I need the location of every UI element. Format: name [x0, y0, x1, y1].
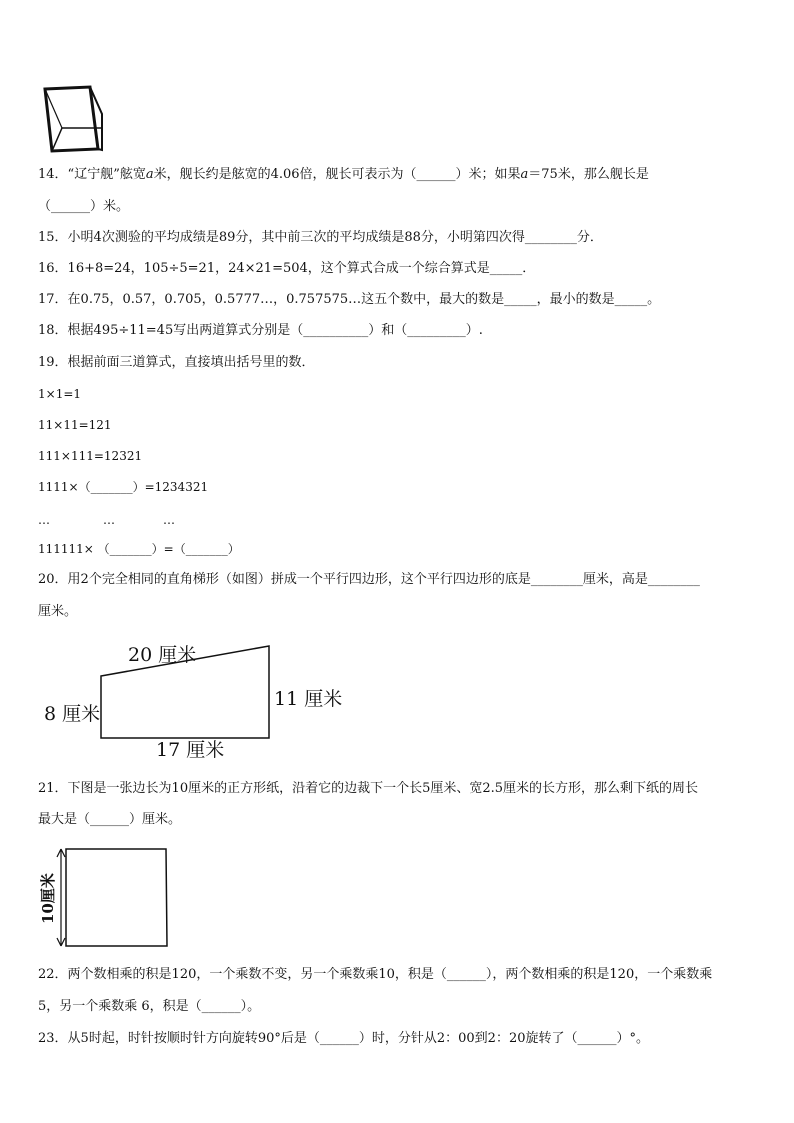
label-top: 20 厘米 — [128, 644, 197, 666]
trapezoid-figure — [36, 636, 356, 764]
side-label: 10厘米 — [39, 873, 57, 924]
square-shape — [66, 849, 167, 946]
question-18: 18．根据495÷11=45写出两道算式分别是（__________）和（_________）. — [38, 323, 483, 338]
question-17: 17．在0.75，0.57，0.705，0.5777…，0.757575…这五个数中，最大的数是_____，最小的数是_____。 — [38, 292, 661, 307]
equation-1: 1×1=1 — [38, 387, 82, 401]
equation-4: 1111×（_______）=1234321 — [38, 480, 209, 494]
question-14-line-2: （______）米。 — [38, 199, 130, 214]
equation-2: 11×11=121 — [38, 418, 112, 432]
equation-3: 111×111=12321 — [38, 449, 143, 463]
question-23: 23．从5时起，时针按顺时针方向旋转90°后是（______）时，分针从2：00到2：20旋转了（______）°。 — [38, 1031, 649, 1046]
question-16: 16．16+8=24，105÷5=21，24×21=504，这个算式合成一个综合算式是_____． — [38, 261, 536, 276]
label-bottom: 17 厘米 — [156, 739, 225, 761]
ellipsis-3: … — [163, 513, 175, 527]
ellipsis-1: … — [38, 513, 50, 527]
question-22-line-2: 5，另一个乘数乘 6，积是（______）。 — [38, 999, 261, 1014]
equation-5: 111111× （_______）=（_______） — [38, 542, 240, 556]
question-20-line-2: 厘米。 — [38, 604, 78, 619]
question-19-stem: 19．根据前面三道算式，直接填出括号里的数． — [38, 355, 315, 370]
question-22-line-1: 22．两个数相乘的积是120，一个乘数不变，另一个乘数乘10，积是（______），两个数相乘的积是120，一个乘数乘 — [38, 967, 713, 982]
book-figure — [40, 84, 106, 158]
question-21-line-1: 21．下图是一张边长为10厘米的正方形纸，沿着它的边裁下一个长5厘米、宽2.5厘米的长方形，那么剩下纸的周长 — [38, 781, 699, 796]
question-15: 15．小明4次测验的平均成绩是89分，其中前三次的平均成绩是88分，小明第四次得________分． — [38, 230, 603, 245]
question-21-line-2: 最大是（______）厘米。 — [38, 812, 182, 827]
question-20-line-1: 20．用2个完全相同的直角梯形（如图）拼成一个平行四边形，这个平行四边形的底是________厘米，高是________ — [38, 572, 700, 587]
square-figure — [36, 840, 176, 955]
ellipsis-2: … — [103, 513, 115, 527]
label-right: 11 厘米 — [274, 688, 343, 710]
question-14-line-1: 14．“辽宁舰”舷宽𝑎米，舰长约是舷宽的4.06倍，舰长可表示为（______）米；如果𝑎＝75米，那么舰长是 — [38, 167, 649, 182]
label-left: 8 厘米 — [44, 703, 101, 725]
